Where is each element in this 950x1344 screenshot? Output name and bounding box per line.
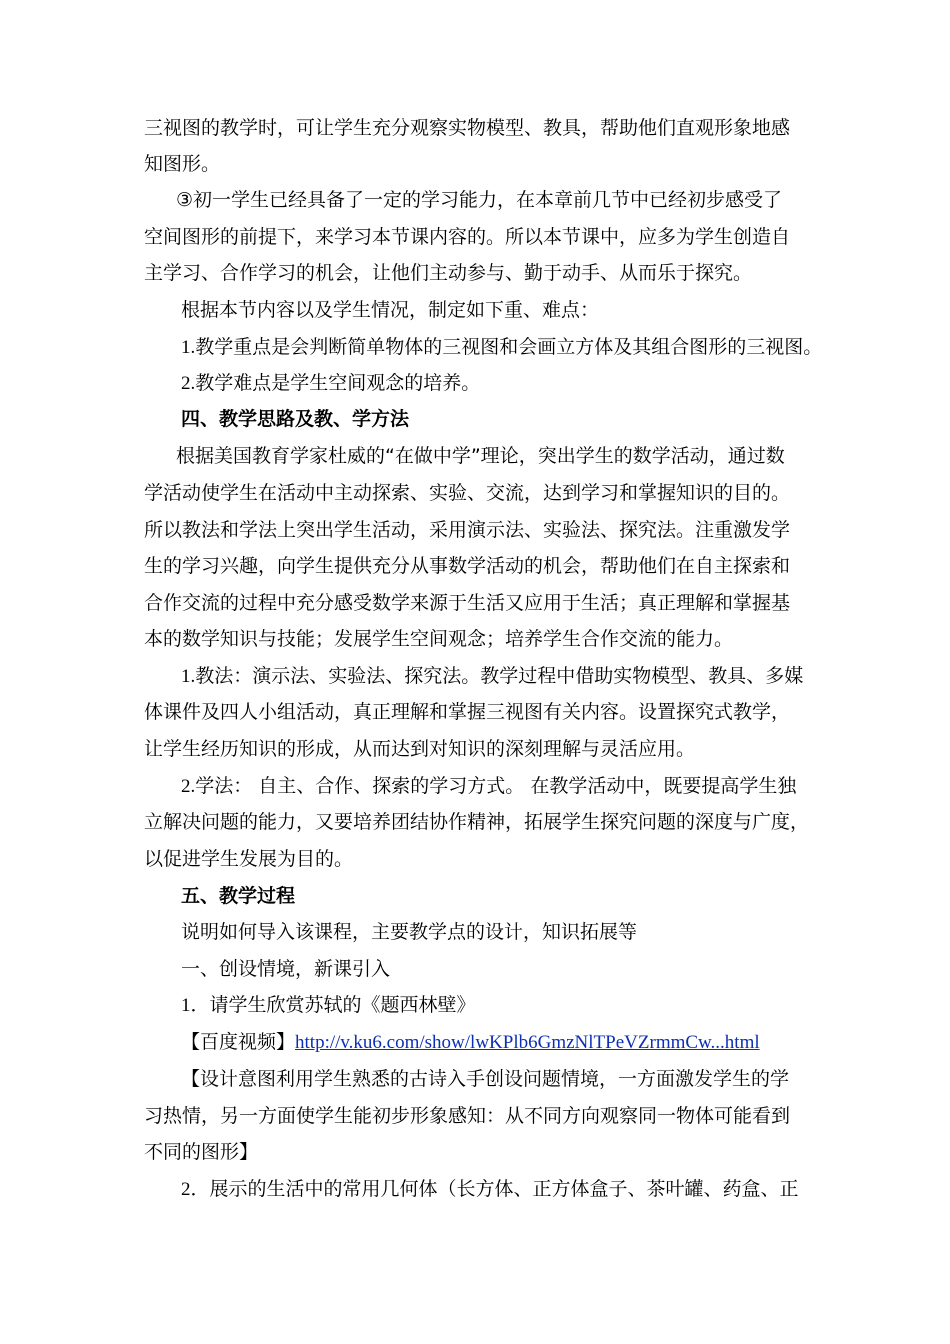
paragraph-line: 体课件及四人小组活动，真正理解和掌握三视图有关内容。设置探究式教学，	[144, 701, 791, 723]
section-heading: 五、教学过程	[181, 885, 296, 907]
paragraph-line: 立解决问题的能力，又要培养团结协作精神，拓展学生探究问题的深度与广度，	[144, 811, 810, 833]
paragraph-line: 学活动使学生在活动中主动探索、实验、交流，达到学习和掌握知识的目的。	[144, 482, 791, 504]
paragraph-line: 说明如何导入该课程，主要教学点的设计，知识拓展等	[181, 921, 638, 943]
list-item	[181, 993, 861, 1018]
paragraph-line: ③初一学生已经具备了一定的学习能力，在本章前几节中已经初步感受了	[176, 189, 783, 211]
paragraph-line: 根据美国教育学家杜威的“在做中学”理论，突出学生的数学活动，通过数	[176, 445, 785, 467]
list-text: 教法：演示法、实验法、探究法。教学过程中借助实物模型、教具、多媒	[195, 665, 804, 687]
list-text: ．请学生欣赏苏轼的《题西林壁》	[190, 994, 476, 1016]
paragraph-line: 三视图的教学时，可让学生充分观察实物模型、教具，帮助他们直观形象地感	[144, 117, 791, 139]
list-item	[181, 664, 861, 689]
list-number: 1.	[181, 337, 196, 358]
section-heading: 四、教学思路及教、学方法	[181, 408, 410, 430]
subsection-heading: 一、创设情境，新课引入	[181, 958, 391, 980]
paragraph-line: 【设计意图利用学生熟悉的古诗入手创设问题情境，一方面激发学生的学	[181, 1068, 790, 1090]
paragraph-line: 不同的图形】	[144, 1141, 259, 1163]
paragraph-line: 知图形。	[144, 153, 221, 175]
list-number: 2.	[181, 373, 196, 394]
video-label: 【百度视频】	[181, 1031, 296, 1053]
video-link[interactable]: http://v.ku6.com/show/lwKPlb6GmzNlTPeVZrmmCw...html	[295, 1032, 760, 1053]
list-item	[181, 1177, 861, 1202]
list-item	[181, 371, 861, 396]
list-text: 学法： 自主、合作、探索的学习方式。 在教学活动中，既要提高学生独	[195, 775, 797, 797]
list-number: 1.	[181, 666, 196, 687]
paragraph-line: 习热情，另一方面使学生能初步形象感知：从不同方向观察同一物体可能看到	[144, 1105, 791, 1127]
paragraph-line: 本的数学知识与技能；发展学生空间观念；培养学生合作交流的能力。	[144, 628, 734, 650]
paragraph-line: 生的学习兴趣，向学生提供充分从事数学活动的机会，帮助他们在自主探索和	[144, 555, 791, 577]
list-text: ．展示的生活中的常用几何体（长方体、正方体盒子、茶叶罐、药盒、正	[190, 1178, 799, 1200]
paragraph-line: 让学生经历知识的形成，从而达到对知识的深刻理解与灵活应用。	[144, 738, 696, 760]
list-number: 2	[181, 1179, 191, 1200]
paragraph-line: 主学习、合作学习的机会，让他们主动参与、勤于动手、从而乐于探究。	[144, 262, 753, 284]
paragraph-line: 根据本节内容以及学生情况，制定如下重、难点：	[181, 299, 600, 321]
list-number: 1	[181, 995, 191, 1016]
paragraph-line: 所以教法和学法上突出学生活动，采用演示法、实验法、探究法。注重激发学	[144, 519, 791, 541]
list-text: 教学难点是学生空间观念的培养。	[195, 372, 481, 394]
paragraph-line: 以促进学生发展为目的。	[144, 848, 354, 870]
list-item	[181, 774, 861, 799]
video-reference	[181, 1030, 861, 1055]
list-number: 2.	[181, 776, 196, 797]
list-text: 教学重点是会判断简单物体的三视图和会画立方体及其组合图形的三视图。	[195, 336, 823, 358]
paragraph-line: 合作交流的过程中充分感受数学来源于生活又应用于生活；真正理解和掌握基	[144, 592, 791, 614]
paragraph-line: 空间图形的前提下，来学习本节课内容的。所以本节课中，应多为学生创造自	[144, 226, 791, 248]
list-item	[181, 335, 861, 360]
